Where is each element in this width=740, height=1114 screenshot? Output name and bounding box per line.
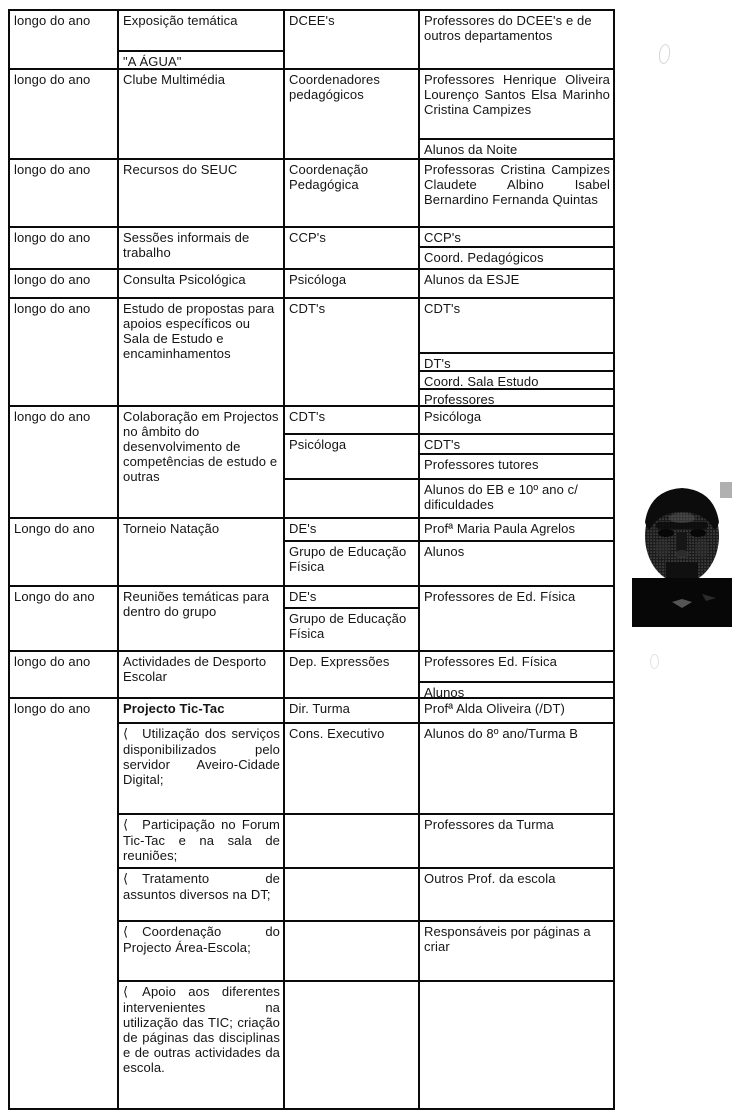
activity-cell: Clube Multimédia xyxy=(117,68,285,160)
responsible-cell: CDT's xyxy=(283,297,420,407)
responsible-cell: DE's xyxy=(283,585,420,609)
participants-cell: Professores do DCEE's e de outros departamentos xyxy=(418,9,615,70)
activity-cell: "A ÁGUA" xyxy=(117,50,285,70)
period-cell: longo do ano xyxy=(8,697,119,1110)
empty-cell xyxy=(283,478,420,519)
activity-cell: Exposição temática xyxy=(117,9,285,52)
participants-cell: Profª Alda Oliveira (/DT) xyxy=(418,697,615,724)
empty-cell xyxy=(283,980,420,1110)
angle-bullet-icon: ⟨ xyxy=(123,818,129,833)
participants-cell: Alunos do 8º ano/Turma B xyxy=(418,722,615,815)
activity-cell: Reuniões temáticas para dentro do grupo xyxy=(117,585,285,652)
angle-bullet-icon: ⟨ xyxy=(123,925,129,940)
participants-cell: CDT's xyxy=(418,297,615,354)
responsible-cell: Coordenação Pedagógica xyxy=(283,158,420,228)
angle-bullet-icon: ⟨ xyxy=(123,727,129,742)
empty-cell xyxy=(283,813,420,869)
participants-cell: Alunos xyxy=(418,540,615,587)
portrait-photo xyxy=(632,482,732,627)
bullet-item-cell xyxy=(117,980,285,1110)
bullet-item-cell xyxy=(117,920,285,982)
participants-cell: Alunos da Noite xyxy=(418,138,615,160)
activity-cell: Sessões informais de trabalho xyxy=(117,226,285,270)
activity-cell: Estudo de propostas para apoios específicos ou Sala de Estudo e encaminhamentos xyxy=(117,297,285,407)
bullet-item-cell xyxy=(117,867,285,922)
bullet-item-text: Participação no Forum Tic-Tac e na sala de reuniões; xyxy=(123,817,280,864)
participants-cell: Professoras Cristina Campizes Claudete Albino Isabel Bernardino Fernanda Quintas xyxy=(418,158,615,228)
period-cell: longo do ano xyxy=(8,68,119,160)
participants-cell: Psicóloga xyxy=(418,405,615,435)
empty-cell xyxy=(418,980,615,1110)
participants-cell: Professores de Ed. Física xyxy=(418,585,615,652)
participants-cell: Professores tutores xyxy=(418,453,615,480)
period-cell: longo do ano xyxy=(8,650,119,699)
participants-cell: Coord. Sala Estudo xyxy=(418,370,615,390)
responsible-cell: Grupo de Educação Física xyxy=(283,607,420,652)
participants-cell: Professores da Turma xyxy=(418,813,615,869)
activity-cell: Torneio Natação xyxy=(117,517,285,587)
bullet-item-cell xyxy=(117,722,285,815)
responsible-cell: Cons. Executivo xyxy=(283,722,420,815)
project-title-cell: Projecto Tic-Tac xyxy=(117,697,285,724)
activity-cell: Recursos do SEUC xyxy=(117,158,285,228)
responsible-cell: Psicóloga xyxy=(283,433,420,480)
responsible-cell: Dir. Turma xyxy=(283,697,420,724)
participants-cell: Professores xyxy=(418,388,615,407)
period-cell: longo do ano xyxy=(8,9,119,70)
angle-bullet-icon: ⟨ xyxy=(123,872,129,887)
period-cell: longo do ano xyxy=(8,297,119,407)
responsible-cell: Psicóloga xyxy=(283,268,420,299)
bullet-item-text: Apoio aos diferentes intervenientes na utilização das TIC; criação de páginas das disciplinas e de outras actividades da escola. xyxy=(123,984,280,1076)
participants-cell: Alunos da ESJE xyxy=(418,268,615,299)
participants-cell: CDT's xyxy=(418,433,615,455)
participants-cell: Alunos xyxy=(418,681,615,699)
bullet-item-text: Utilização dos serviços disponibilizados pelo servidor Aveiro-Cidade Digital; xyxy=(123,726,280,788)
angle-bullet-icon: ⟨ xyxy=(123,985,129,1000)
portrait-photo-image xyxy=(632,482,732,627)
participants-cell: Responsáveis por páginas a criar xyxy=(418,920,615,982)
bullet-item-cell xyxy=(117,813,285,869)
responsible-cell: DCEE's xyxy=(283,9,420,70)
participants-cell: DT's xyxy=(418,352,615,372)
participants-cell: Outros Prof. da escola xyxy=(418,867,615,922)
empty-cell xyxy=(283,920,420,982)
period-cell: longo do ano xyxy=(8,158,119,228)
responsible-cell: CCP's xyxy=(283,226,420,270)
responsible-cell: Coordenadores pedagógicos xyxy=(283,68,420,160)
bullet-item-text: Tratamento de assuntos diversos na DT; xyxy=(123,871,280,903)
activity-cell: Consulta Psicológica xyxy=(117,268,285,299)
period-cell: longo do ano xyxy=(8,226,119,270)
activity-cell: Colaboração em Projectos no âmbito do desenvolvimento de competências de estudo e outras xyxy=(117,405,285,519)
participants-cell: Profª Maria Paula Agrelos xyxy=(418,517,615,542)
empty-cell xyxy=(283,867,420,922)
scan-smudge xyxy=(650,654,659,669)
responsible-cell: CDT's xyxy=(283,405,420,435)
participants-cell: Alunos do EB e 10º ano c/ dificuldades xyxy=(418,478,615,519)
period-cell: longo do ano xyxy=(8,268,119,299)
participants-cell: Professores Henrique Oliveira Lourenço Santos Elsa Marinho Cristina Campizes xyxy=(418,68,615,140)
activity-cell: Actividades de Desporto Escolar xyxy=(117,650,285,699)
period-cell: Longo do ano xyxy=(8,585,119,652)
responsible-cell: DE's xyxy=(283,517,420,542)
participants-cell: Coord. Pedagógicos xyxy=(418,246,615,270)
scan-smudge xyxy=(658,43,672,64)
participants-cell: Professores Ed. Física xyxy=(418,650,615,683)
period-cell: longo do ano xyxy=(8,405,119,519)
participants-cell: CCP's xyxy=(418,226,615,248)
activities-table xyxy=(8,9,617,1112)
period-cell: Longo do ano xyxy=(8,517,119,587)
responsible-cell: Grupo de Educação Física xyxy=(283,540,420,587)
responsible-cell: Dep. Expressões xyxy=(283,650,420,699)
bullet-item-text: Coordenação do Projecto Área-Escola; xyxy=(123,924,280,956)
